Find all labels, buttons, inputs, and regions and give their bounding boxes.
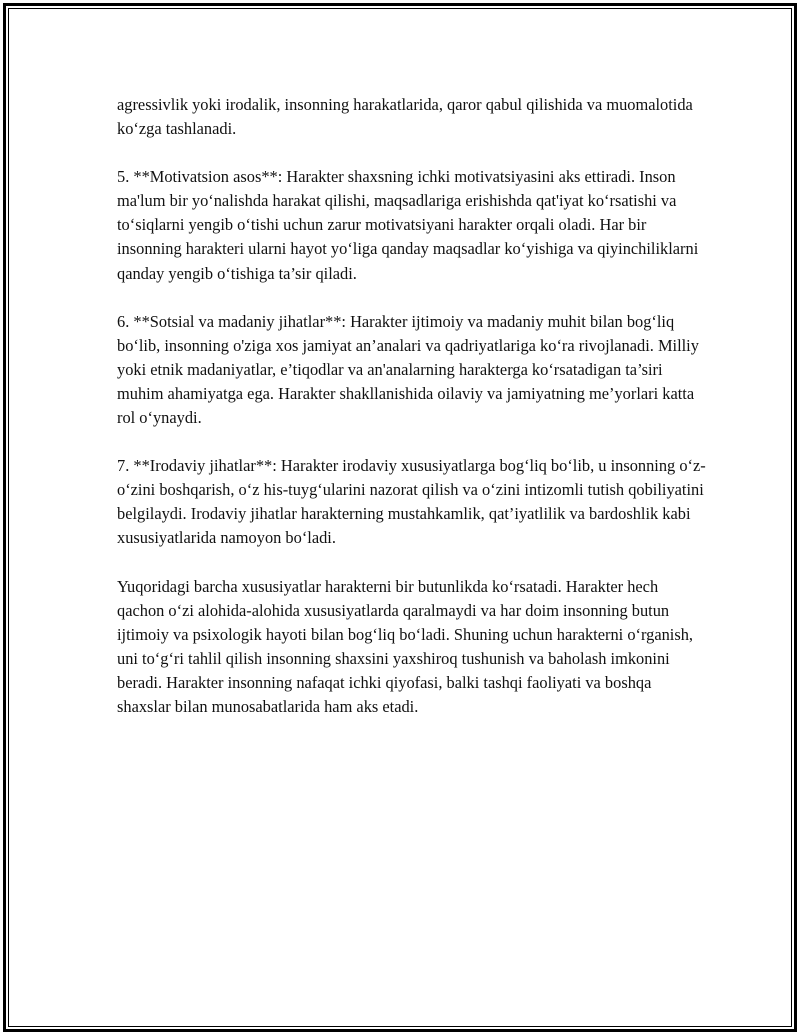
paragraph-motivational-basis: 5. **Motivatsion asos**: Harakter shaxsning ichki motivatsiyasini aks ettiradi. Inson ma'lum bir yo‘nalishda harakat qilishi, maqsadlariga erishishda qat'iyat ko‘rsatishi va to‘siqlarni yengib o‘tishi uchun zarur motivatsiyani harakter orqali oladi. Har bir insonning harakteri ularni hayot yo‘liga qanday maqsadlar ko‘yishiga va qiyinchiliklarni qanday yengib o‘tishiga ta’sir qiladi. bbox=[117, 167, 699, 283]
paragraph-social-cultural-aspects: 6. **Sotsial va madaniy jihatlar**: Harakter ijtimoiy va madaniy muhit bilan bog‘liq bo‘lib, insonning o'ziga xos jamiyat an’analari va qadriyatlariga ko‘ra rivojlanadi. Milliy yoki etnik madaniyatlar, e’tiqodlar va an'analarning harakterga ko‘rsatadigan ta’siri muhim ahamiyatga ega. Harakter shakllanishida oilaviy va jamiyatning me’yorlari katta rol o‘ynaydi. bbox=[117, 311, 699, 428]
paragraph-volitional-aspects: 7. **Irodaviy jihatlar**: Harakter irodaviy xususiyatlarga bog‘liq bo‘lib, u insonning o‘z-o‘zini boshqarish, o‘z his-tuyg‘ularini nazorat qilish va o‘zini intizomli tutish qobiliyatini belgilaydi. Irodaviy jihatlar harakterning mustahkamlik, qat’iyatlilik va bardoshlik kabi xususiyatlarida namoyon bo‘ladi. bbox=[117, 456, 706, 548]
paragraph-conclusion: Yuqoridagi barcha xususiyatlar harakterni bir butunlikda ko‘rsatadi. Harakter hech qachon o‘zi alohida-alohida xususiyatlarda qaralmaydi va har doim insonning butun ijtimoiy va psixologik hayoti bilan bog‘liq bo‘ladi. Shuning uchun harakterni o‘rganish, uni to‘g‘ri tahlil qilish insonning shaxsini yaxshiroq tushunish va baholash imkonini beradi. Harakter insonning nafaqat ichki qiyofasi, balki tashqi faoliyati va boshqa shaxslar bilan munosabatlarida ham aks etadi. bbox=[117, 576, 694, 716]
document-body bbox=[117, 93, 707, 743]
paragraph-intro-continuation: agressivlik yoki irodalik, insonning harakatlarida, qaror qabul qilishida va muomalotida ko‘zga tashlanadi. bbox=[117, 95, 693, 139]
